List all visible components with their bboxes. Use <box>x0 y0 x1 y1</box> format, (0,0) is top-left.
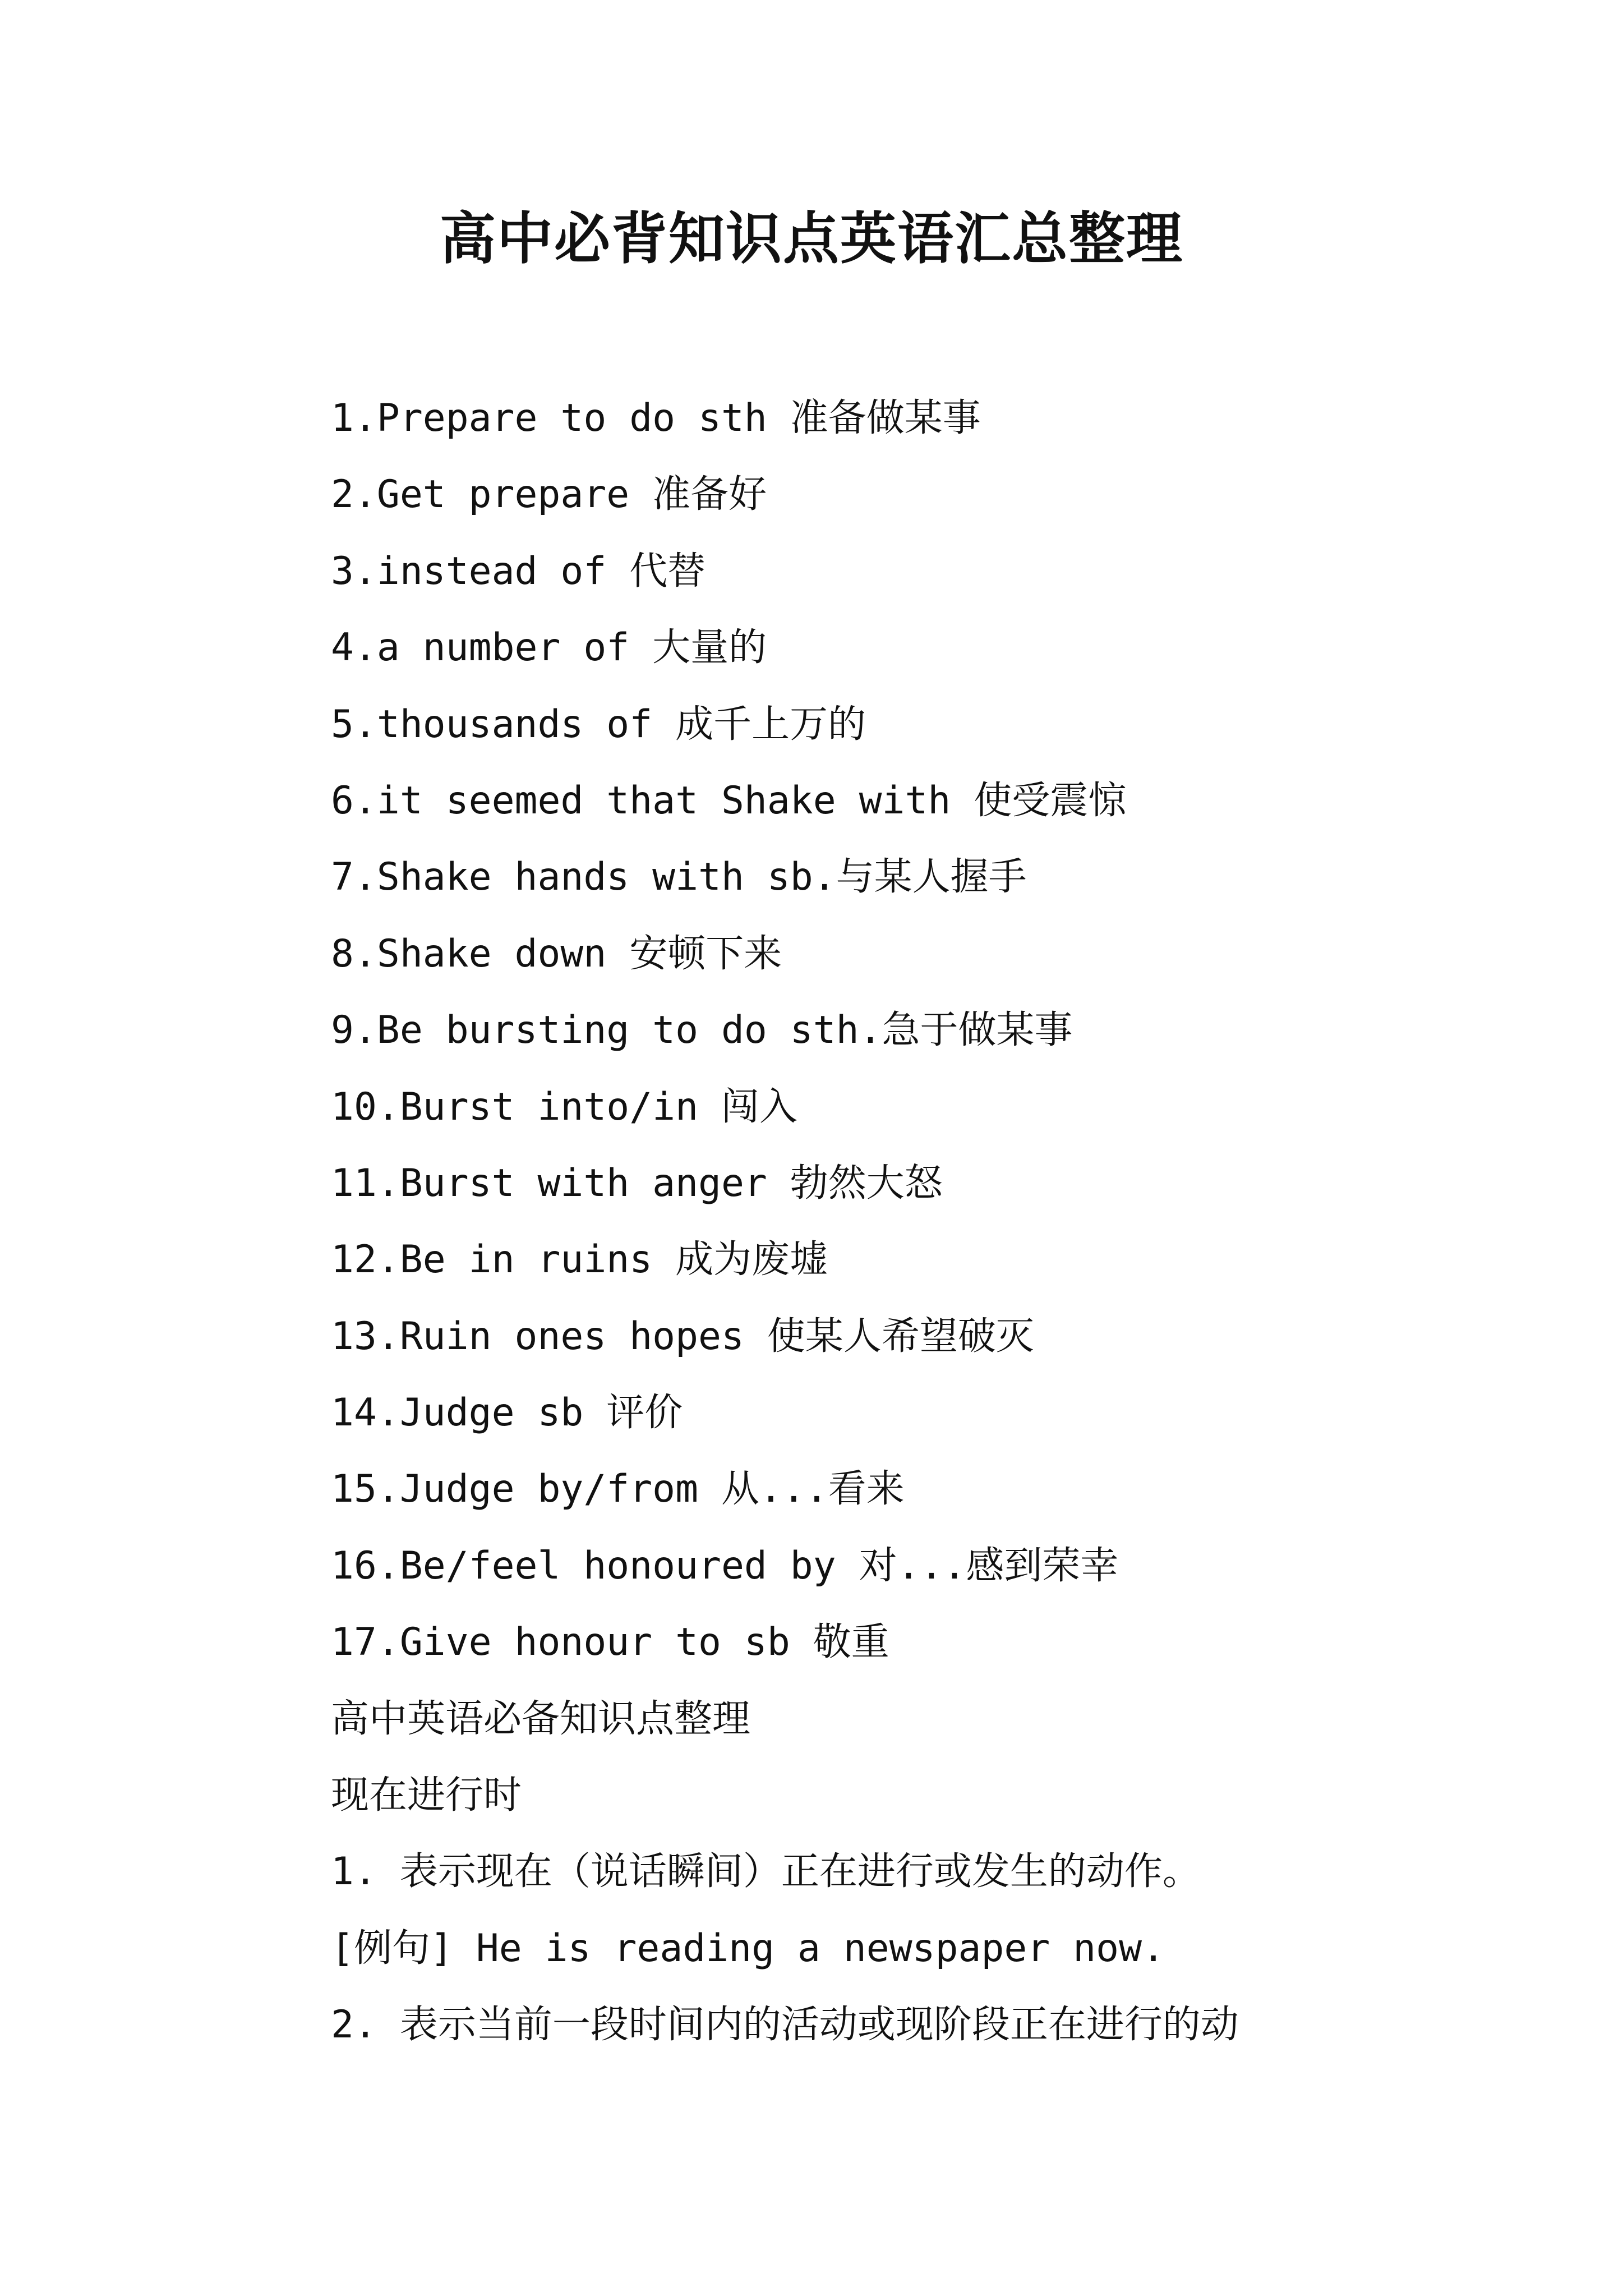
text-line: 17.Give honour to sb 敬重 <box>331 1620 889 1665</box>
text-line: 7.Shake hands with sb.与某人握手 <box>331 855 1027 900</box>
text-line: 4.a number of 大量的 <box>331 625 767 670</box>
text-line: 14.Judge sb 评价 <box>331 1391 683 1435</box>
subsection-heading: 现在进行时 <box>331 1773 522 1818</box>
example-sentence: [例句] He is reading a newspaper now. <box>331 1926 1165 1971</box>
text-line: 8.Shake down 安顿下来 <box>331 931 782 976</box>
text-line: 13.Ruin ones hopes 使某人希望破灭 <box>331 1314 1034 1359</box>
text-line: 10.Burst into/in 闯入 <box>331 1084 797 1129</box>
text-line: 12.Be in ruins 成为废墟 <box>331 1237 828 1282</box>
text-line: 3.instead of 代替 <box>331 549 706 593</box>
text-line: 1.Prepare to do sth 准备做某事 <box>331 396 981 440</box>
section-heading: 高中英语必备知识点整理 <box>331 1696 751 1741</box>
text-line: 9.Be bursting to do sth.急于做某事 <box>331 1008 1073 1053</box>
text-line: 15.Judge by/from 从...看来 <box>331 1467 905 1512</box>
body-text <box>331 380 1565 2064</box>
text-line: 6.it seemed that Shake with 使受震惊 <box>331 778 1127 823</box>
text-line: 2.Get prepare 准备好 <box>331 472 767 517</box>
text-line: 16.Be/feel honoured by 对...感到荣幸 <box>331 1543 1119 1588</box>
text-line: 11.Burst with anger 勃然大怒 <box>331 1161 943 1205</box>
text-line: 5.thousands of 成千上万的 <box>331 702 866 747</box>
text-line: 2. 表示当前一段时间内的活动或现阶段正在进行的动 <box>331 2003 1239 2047</box>
text-line: 1. 表示现在（说话瞬间）正在进行或发生的动作。 <box>331 1849 1201 1894</box>
page-title: 高中必背知识点英语汇总整理 <box>440 205 1183 272</box>
